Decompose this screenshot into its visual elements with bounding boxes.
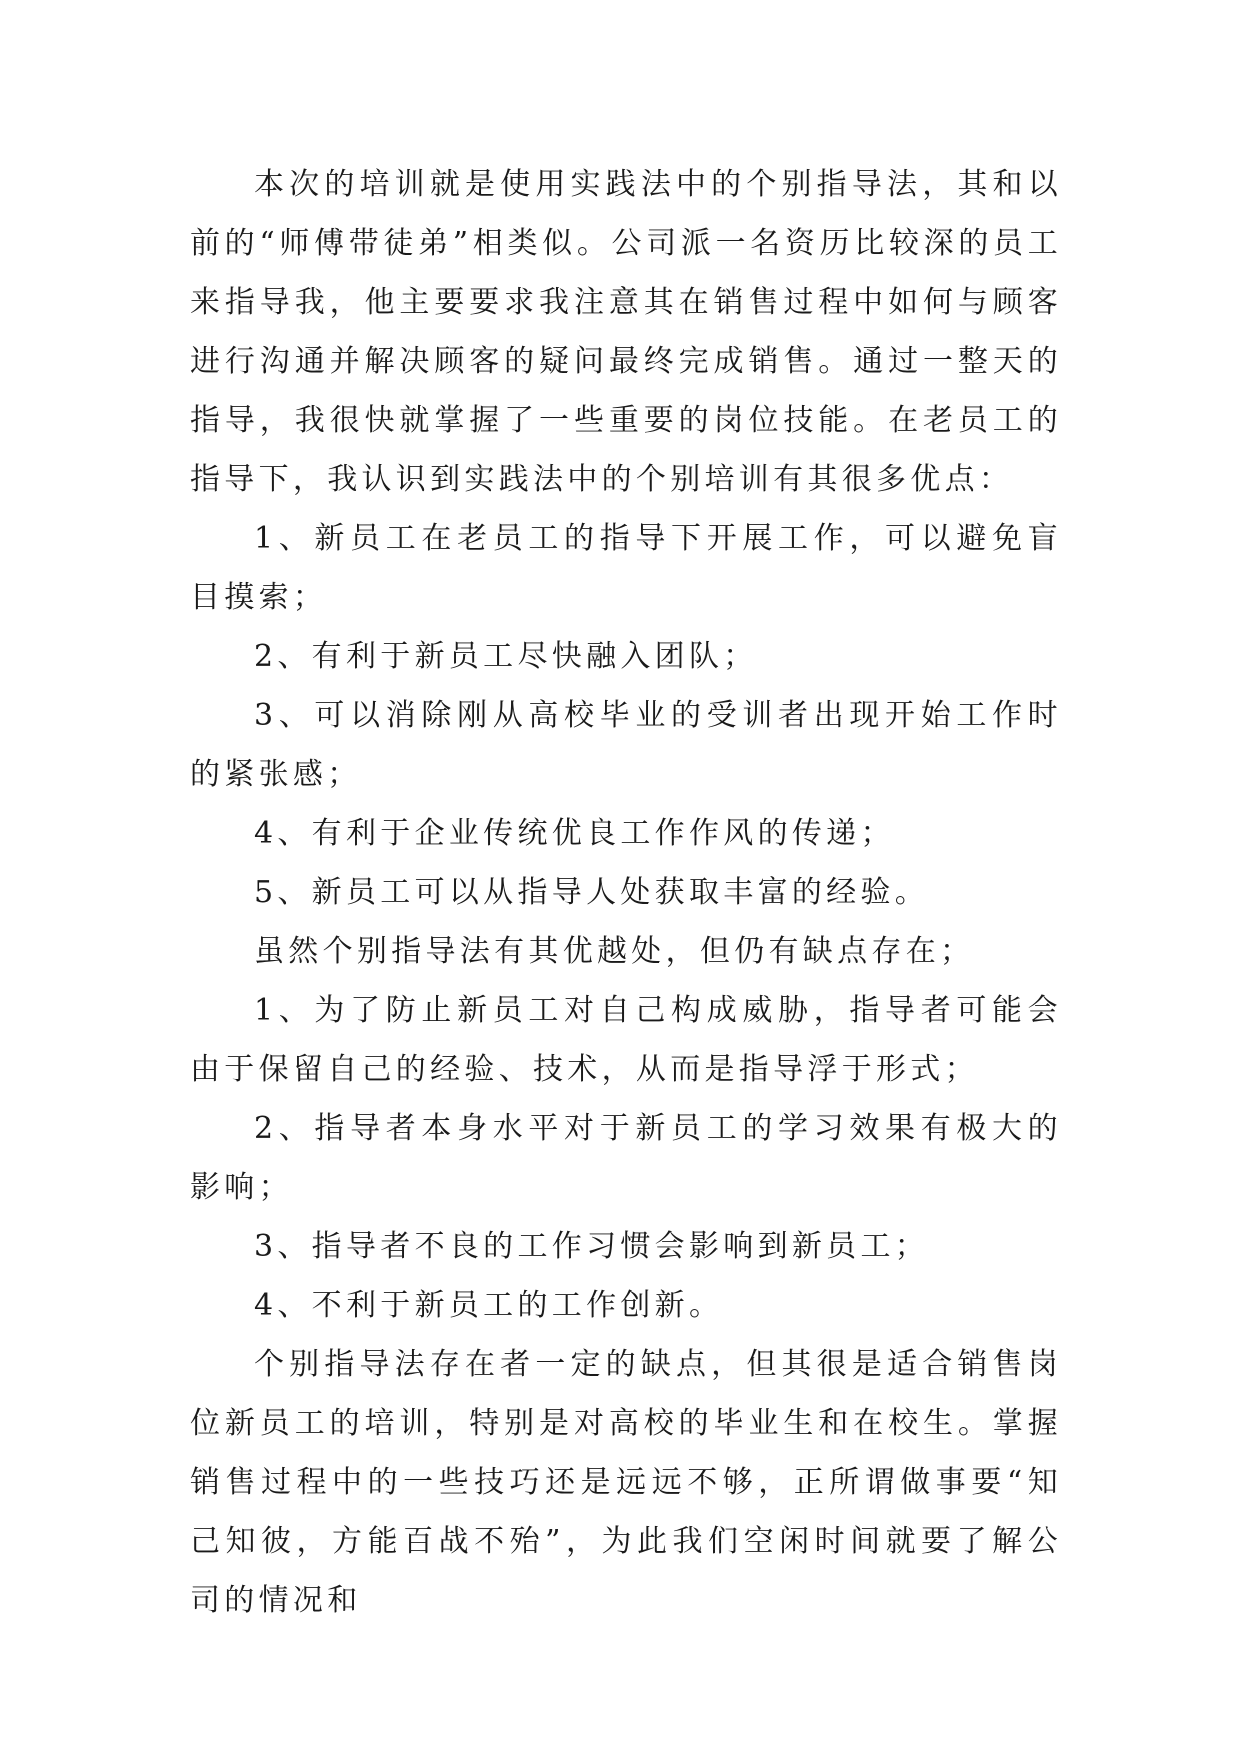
paragraph-advantage-3: 3、可以消除刚从高校毕业的受训者出现开始工作时的紧张感； — [190, 698, 1062, 792]
paragraph-intro: 本次的培训就是使用实践法中的个别指导法，其和以前的“师傅带徒弟”相类似。公司派一名资历比较深的员工来指导我，他主要要求我注意其在销售过程中如何与顾客进行沟通并解决顾客的疑问最终完成销售。通过一整天的指导，我很快就掌握了一些重要的岗位技能。在老员工的指导下，我认识到实践法中的个别培训有其很多优点： — [190, 167, 1062, 497]
paragraph-drawbacks-intro: 虽然个别指导法有其优越处，但仍有缺点存在； — [254, 934, 975, 969]
paragraph-drawback-2: 2、指导者本身水平对于新员工的学习效果有极大的影响； — [190, 1111, 1062, 1205]
paragraph-drawback-1: 1、为了防止新员工对自己构成威胁，指导者可能会由于保留自己的经验、技术，从而是指导浮于形式； — [190, 993, 1062, 1087]
document-body — [190, 155, 1062, 1630]
paragraph-conclusion: 个别指导法存在者一定的缺点，但其很是适合销售岗位新员工的培训，特别是对高校的毕业生和在校生。掌握销售过程中的一些技巧还是远远不够，正所谓做事要“知己知彼，方能百战不殆”，为此我们空闲时间就要了解公司的情况和 — [190, 1347, 1062, 1618]
paragraph-drawback-4: 4、不利于新员工的工作创新。 — [254, 1288, 724, 1323]
paragraph-advantage-4: 4、有利于企业传统优良工作作风的传递； — [254, 816, 895, 851]
paragraph-advantage-2: 2、有利于新员工尽快融入团队； — [254, 639, 758, 674]
paragraph-advantage-1: 1、新员工在老员工的指导下开展工作，可以避免盲目摸索； — [190, 521, 1062, 615]
paragraph-advantage-5: 5、新员工可以从指导人处获取丰富的经验。 — [254, 875, 930, 910]
paragraph-drawback-3: 3、指导者不良的工作习惯会影响到新员工； — [254, 1229, 930, 1264]
